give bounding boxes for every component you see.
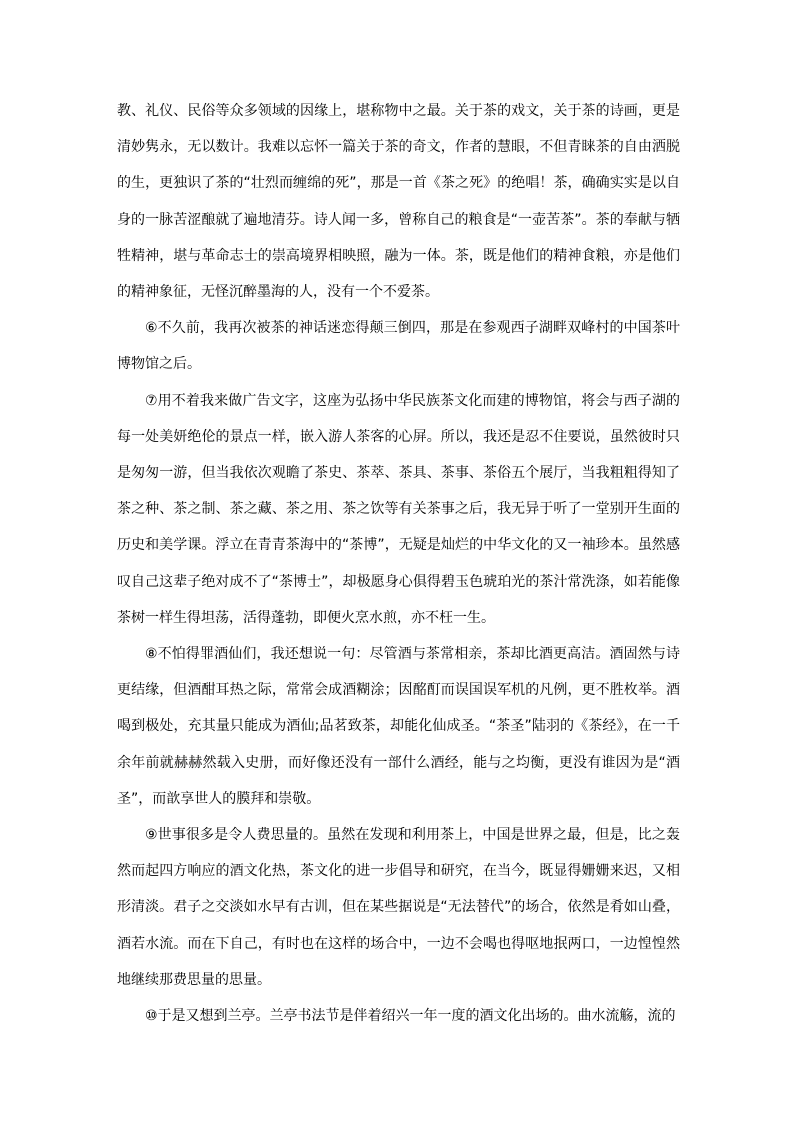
- article-body: [117, 93, 680, 1034]
- paragraph-6: ⑥不久前，我再次被茶的神话迷恋得颠三倒四，那是在参观西子湖畔双峰村的中国茶叶博物馆之后。: [117, 320, 680, 373]
- paragraph-10: ⑩于是又想到兰亭。兰亭书法节是伴着绍兴一年一度的酒文化出场的。曲水流觞，流的: [145, 1008, 676, 1025]
- paragraph-5-continued: 教、礼仪、民俗等众多领域的因缘上，堪称物中之最。关于茶的戏文，关于茶的诗画，更是清妙隽永，无以数计。我难以忘怀一篇关于茶的奇文，作者的慧眼，不但青睐茶的自由洒脱的生，更独识了茶的“壮烈而缠绵的死”，那是一首《茶之死》的绝唱！茶，确确实实是以自身的一脉苦涩酿就了遍地清芬。诗人闻一多，曾称自己的粮食是“一壶苦茶”。茶的奉献与牺牲精神，堪与革命志士的崇高境界相映照，融为一体。茶，既是他们的精神食粮，亦是他们的精神象征，无怪沉醉墨海的人，没有一个不爱茶。: [117, 103, 680, 301]
- paragraph-8: ⑧不怕得罪酒仙们，我还想说一句：尽管酒与茶常相亲，茶却比酒更高洁。酒固然与诗更结缘，但酒酣耳热之际，常常会成酒糊涂；因酩酊而误国误军机的凡例，更不胜枚举。酒喝到极处，充其量只能成为酒仙;品茗致茶，却能化仙成圣。“茶圣”陆羽的《茶经》，在一千余年前就赫赫然载入史册，而好像还没有一部什么酒经，能与之均衡，更没有谁因为是“酒圣”，而歆享世人的膜拜和崇敬。: [117, 646, 680, 807]
- paragraph-7: ⑦用不着我来做广告文字，这座为弘扬中华民族茶文化而建的博物馆，将会与西子湖的每一处美妍绝伦的景点一样，嵌入游人茶客的心屏。所以，我还是忍不住要说，虽然彼时只是匆匆一游，但当我依次观瞻了茶史、茶萃、茶具、茶事、茶俗五个展厅，当我粗粗得知了茶之种、茶之制、茶之藏、茶之用、茶之饮等有关茶事之后，我无异于听了一堂别开生面的历史和美学课。浮立在青青茶海中的“茶博”，无疑是灿烂的中华文化的又一袖珍本。虽然感叹自己这辈子绝对成不了“茶博士”，却极愿身心俱得碧玉色琥珀光的茶汁常洗涤，如若能像茶树一样生得坦荡，活得蓬勃，即便火烹水煎，亦不枉一生。: [117, 392, 680, 626]
- paragraph-9: ⑨世事很多是令人费思量的。虽然在发现和利用茶上，中国是世界之最，但是，比之轰然而起四方响应的酒文化热，茶文化的进一步倡导和研究，在当今，既显得姗姗来迟，又相形清淡。君子之交淡如水早有古训，但在某些据说是“无法替代”的场合，依然是肴如山叠，酒若水流。而在下自己，有时也在这样的场合中，一边不会喝也得呕地抿两口，一边惶惶然地继续那费思量的思量。: [117, 827, 680, 988]
